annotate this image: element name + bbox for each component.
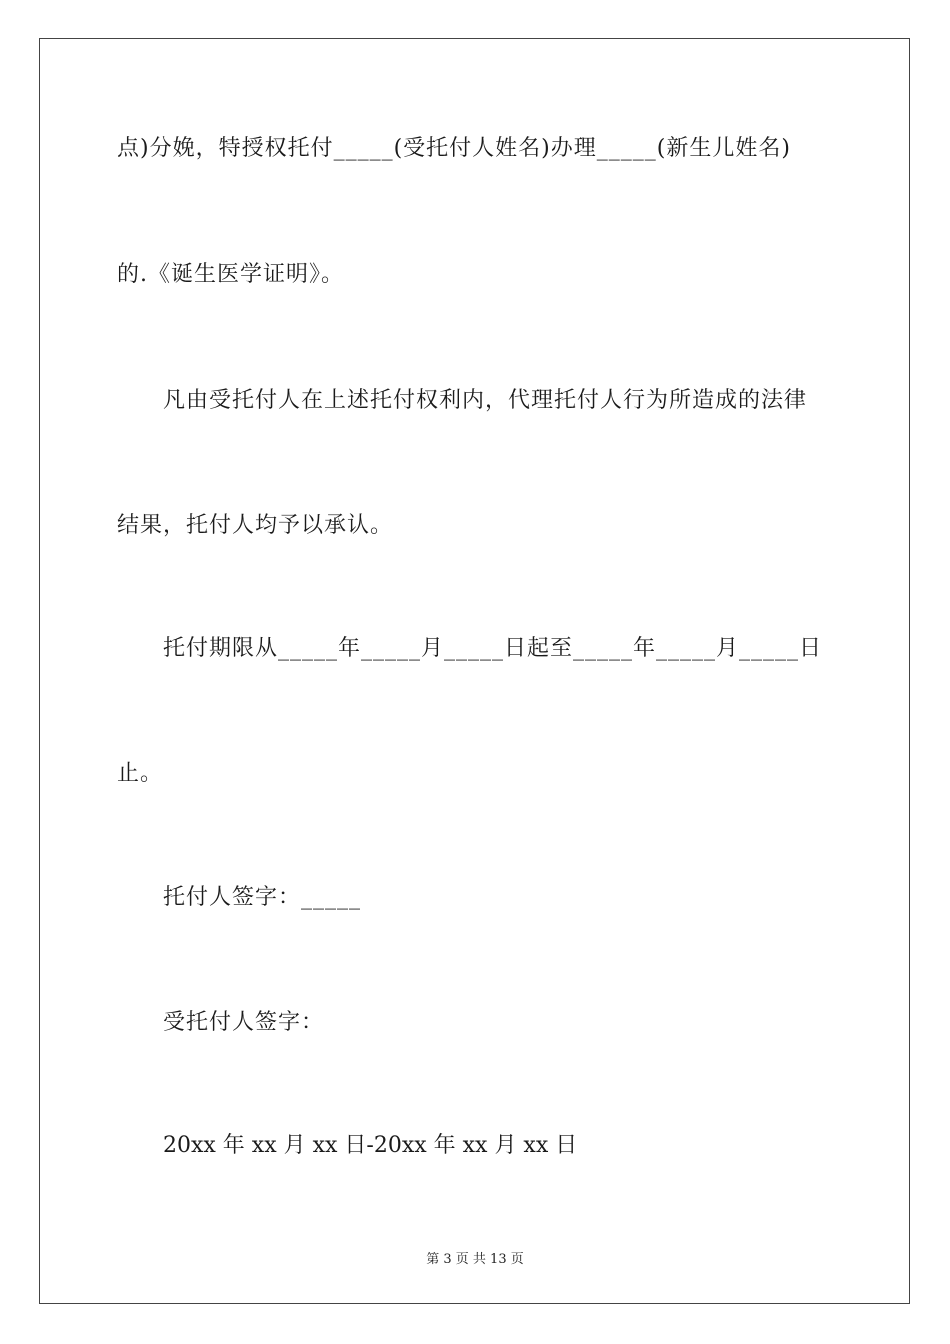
text-line-authorization: 点)分娩，特授权托付_____(受托付人姓名)办理_____(新生儿姓名) bbox=[117, 136, 791, 161]
text-line-legal-effect: 凡由受托付人在上述托付权利内，代理托付人行为所造成的法律 bbox=[163, 388, 808, 413]
text-line-acknowledgement: 结果，托付人均予以承认。 bbox=[117, 513, 394, 538]
text-line-period: 托付期限从_____年_____月_____日起至_____年_____月_____日 bbox=[163, 636, 823, 661]
text-line-period-end: 止。 bbox=[117, 761, 164, 786]
page-border bbox=[39, 38, 910, 1304]
agent-signature: 受托付人签字： bbox=[163, 1010, 325, 1035]
text-line-certificate: 的.《诞生医学证明》。 bbox=[117, 262, 344, 287]
principal-signature: 托付人签字：_____ bbox=[163, 885, 362, 910]
page-footer: 第 3 页 共 13 页 bbox=[426, 1252, 524, 1267]
date-range: 20xx 年 xx 月 xx 日-20xx 年 xx 月 xx 日 bbox=[163, 1133, 578, 1158]
